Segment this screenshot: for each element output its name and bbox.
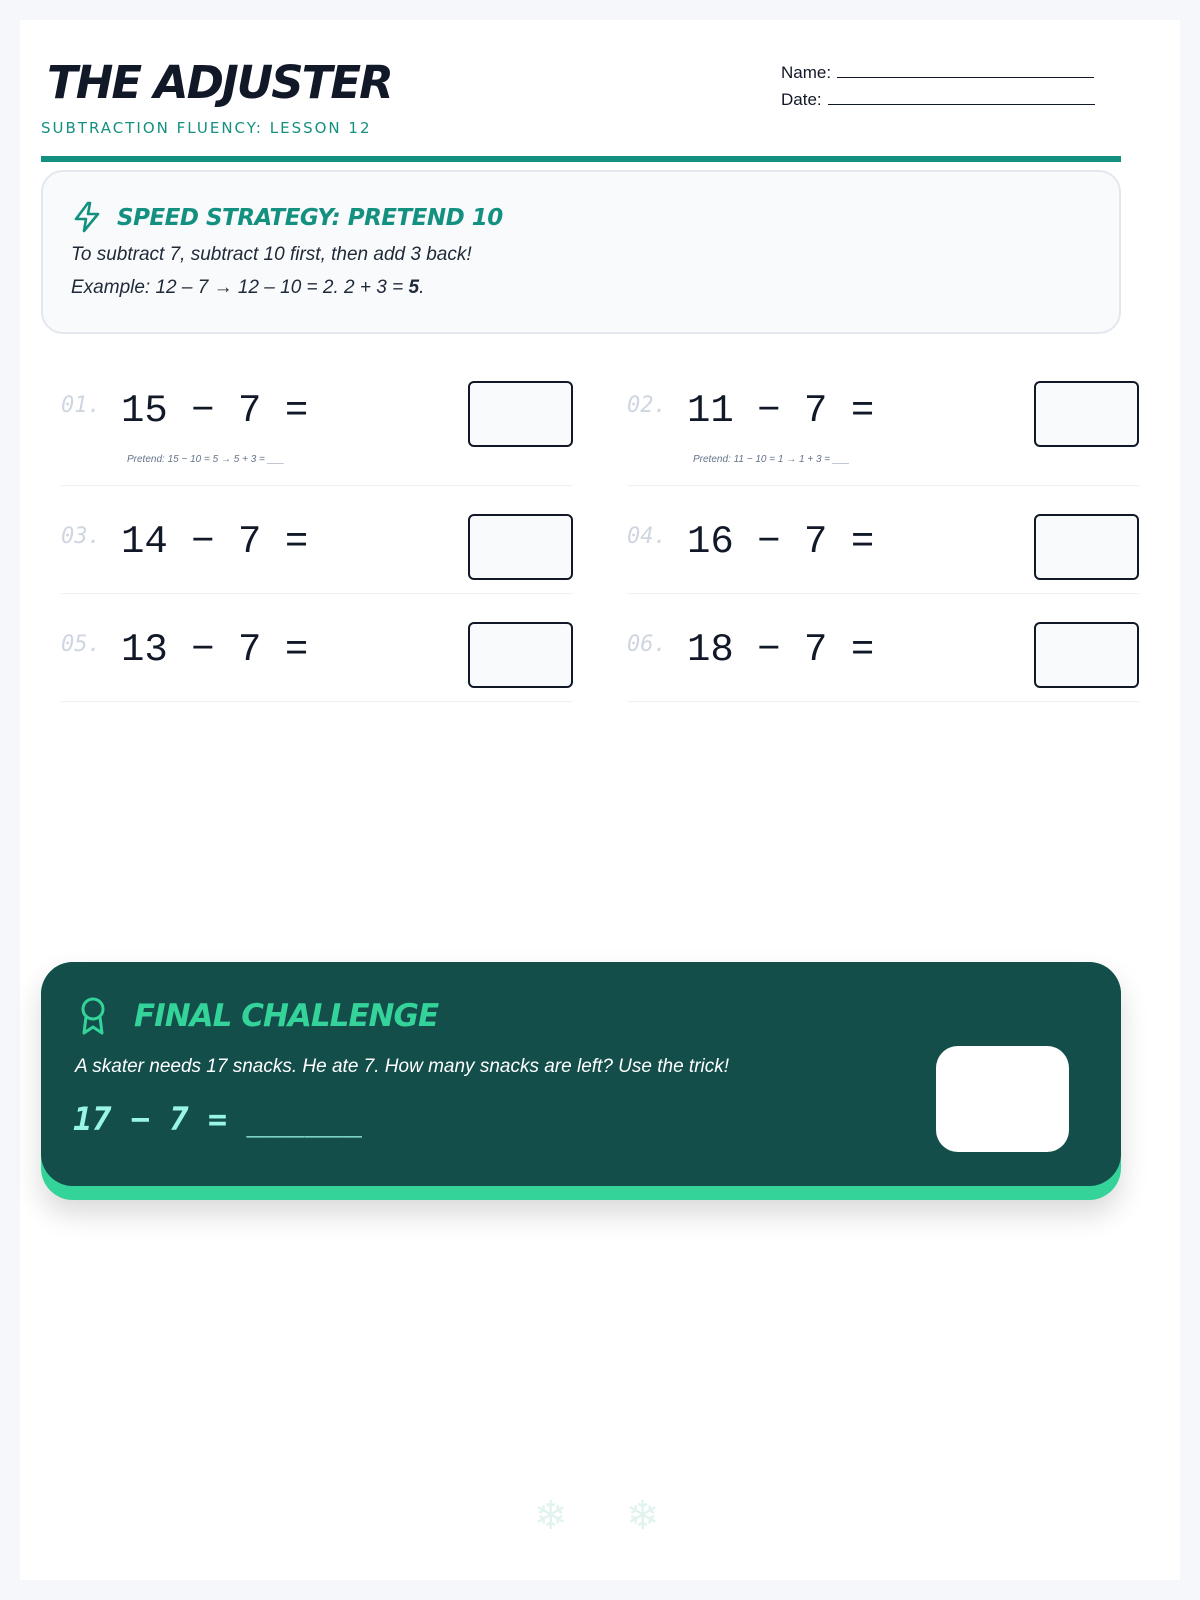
problem-item [61,612,573,702]
problem-equation: 18 − 7 = [687,628,875,672]
problem-equation: 16 − 7 = [687,520,875,564]
final-challenge-question: A skater needs 17 snacks. He ate 7. How many snacks are left? Use the trick! [75,1056,730,1077]
strategy-title: SPEED STRATEGY: PRETEND 10 [117,205,503,231]
ribbon-award-icon [77,996,109,1036]
problem-number: 04. [627,524,667,549]
worksheet-header [41,40,1121,162]
problem-item [627,374,1139,486]
problem-number: 02. [627,393,667,418]
problem-equation: 11 − 7 = [687,389,875,433]
answer-box[interactable] [468,622,573,688]
problem-item [627,504,1139,594]
answer-box[interactable] [1034,514,1139,580]
final-challenge-card [41,962,1121,1186]
final-answer-box[interactable] [936,1046,1069,1152]
snowflake-icon: ❄ [534,1494,568,1538]
problem-number: 05. [61,632,101,657]
page-title: THE ADJUSTER [47,56,392,109]
problem-item [627,612,1139,702]
problem-equation: 14 − 7 = [121,520,309,564]
final-challenge-equation [73,1100,362,1138]
strategy-example-answer: 5 [408,277,420,298]
answer-box[interactable] [1034,622,1139,688]
answer-box[interactable] [468,381,573,447]
strategy-description: To subtract 7, subtract 10 first, then add 3 back! [71,244,472,265]
problem-item [61,504,573,594]
strategy-example-suffix: . [419,277,425,298]
problem-hint: Pretend: 15 − 10 = 5 → 5 + 3 = ___ [127,454,285,465]
problem-number: 03. [61,524,101,549]
strategy-example-text: Example: 12 – 7 → 12 – 10 = 2. 2 + 3 = [71,277,409,298]
final-answer-blank[interactable]: ______ [246,1100,362,1138]
lightning-bolt-icon [71,200,103,234]
final-equation-text: 17 − 7 = [73,1100,247,1138]
page-subtitle: SUBTRACTION FLUENCY: LESSON 12 [41,119,372,137]
problem-equation: 13 − 7 = [121,628,309,672]
answer-box[interactable] [1034,381,1139,447]
date-field[interactable] [781,90,1095,110]
name-blank-line[interactable] [837,66,1094,78]
answer-box[interactable] [468,514,573,580]
final-challenge-title: FINAL CHALLENGE [134,998,439,1034]
strategy-box [41,170,1121,334]
problem-number: 01. [61,393,101,418]
snowflake-icon: ❄ [626,1494,660,1538]
problem-item [61,374,573,486]
problem-number: 06. [627,632,667,657]
strategy-example [71,277,424,299]
problem-hint: Pretend: 11 − 10 = 1 → 1 + 3 = ___ [693,454,850,465]
name-label: Name: [781,63,832,82]
problem-equation: 15 − 7 = [121,389,309,433]
name-field[interactable] [781,63,1094,83]
date-label: Date: [781,90,822,109]
date-blank-line[interactable] [828,93,1095,105]
